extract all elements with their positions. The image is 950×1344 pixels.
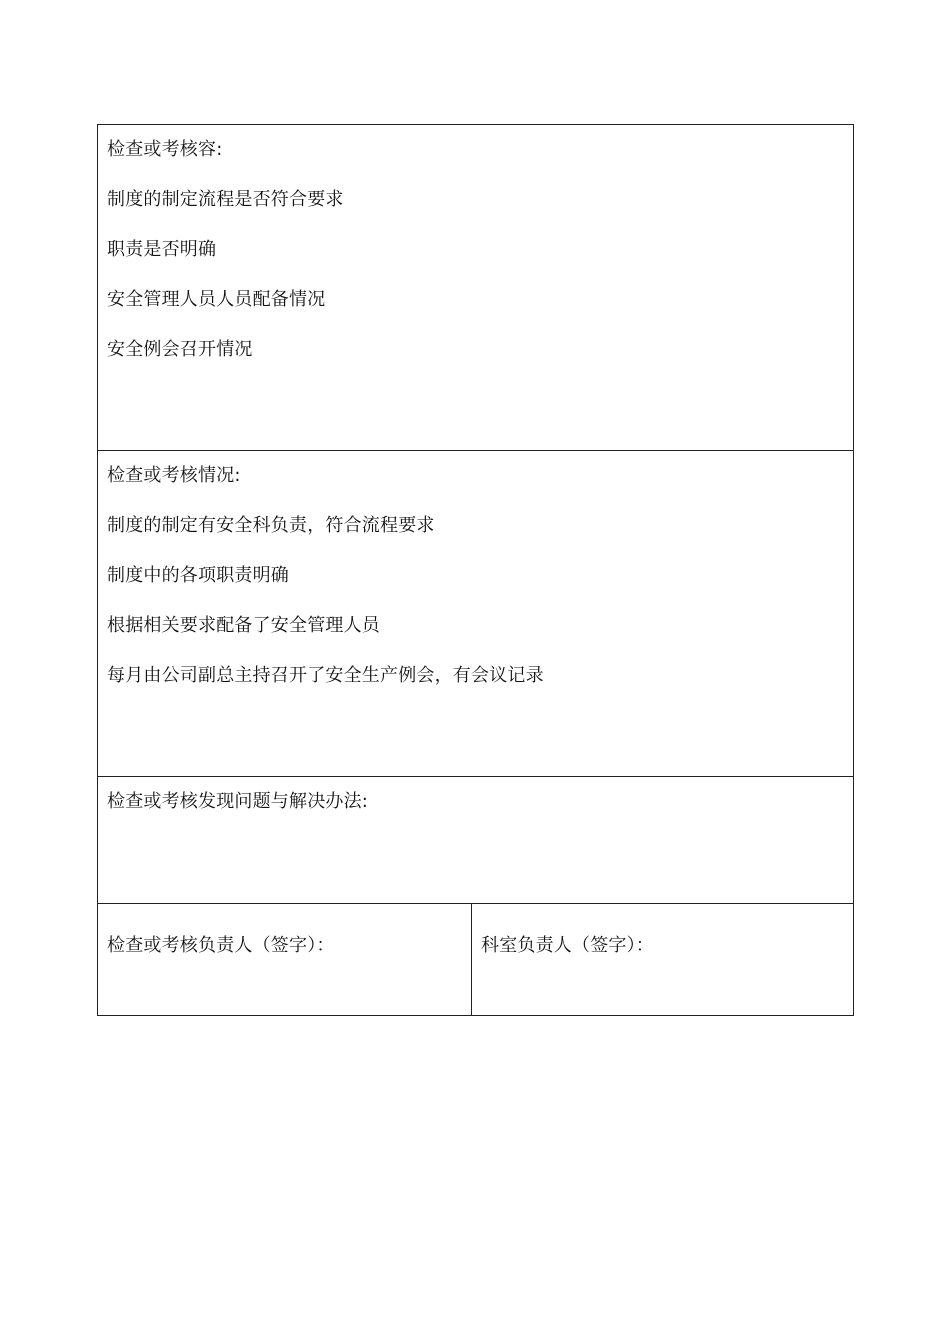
situation-section [98, 451, 853, 776]
problems-cell [98, 777, 854, 904]
inspector-signature-section [98, 904, 471, 1015]
situation-heading: 检查或考核情况: [107, 465, 241, 486]
situation-item: 根据相关要求配备了安全管理人员 [107, 615, 380, 636]
situation-item: 制度的制定有安全科负责，符合流程要求 [107, 515, 435, 536]
inspection-form-table [97, 124, 854, 1016]
inspector-signature-cell[interactable] [98, 904, 472, 1016]
situation-item: 每月由公司副总主持召开了安全生产例会，有会议记录 [107, 665, 544, 686]
contents-section [98, 125, 853, 450]
contents-cell [98, 125, 854, 451]
department-signature-cell[interactable] [472, 904, 854, 1016]
situation-row [98, 451, 854, 777]
problems-row [98, 777, 854, 904]
contents-row [98, 125, 854, 451]
contents-heading: 检查或考核容: [107, 139, 223, 160]
contents-item: 职责是否明确 [107, 239, 217, 260]
situation-cell [98, 451, 854, 777]
problems-heading: 检查或考核发现问题与解决办法: [107, 791, 369, 812]
contents-item: 制度的制定流程是否符合要求 [107, 189, 344, 210]
problems-section [98, 777, 853, 903]
department-signature-section [472, 904, 853, 1015]
department-signature-label: 科室负责人（签字）： [481, 935, 654, 956]
contents-item: 安全管理人员人员配备情况 [107, 289, 326, 310]
contents-item: 安全例会召开情况 [107, 339, 253, 360]
signature-row [98, 904, 854, 1016]
situation-item: 制度中的各项职责明确 [107, 565, 289, 586]
inspector-signature-label: 检查或考核负责人（签字）： [107, 935, 335, 956]
